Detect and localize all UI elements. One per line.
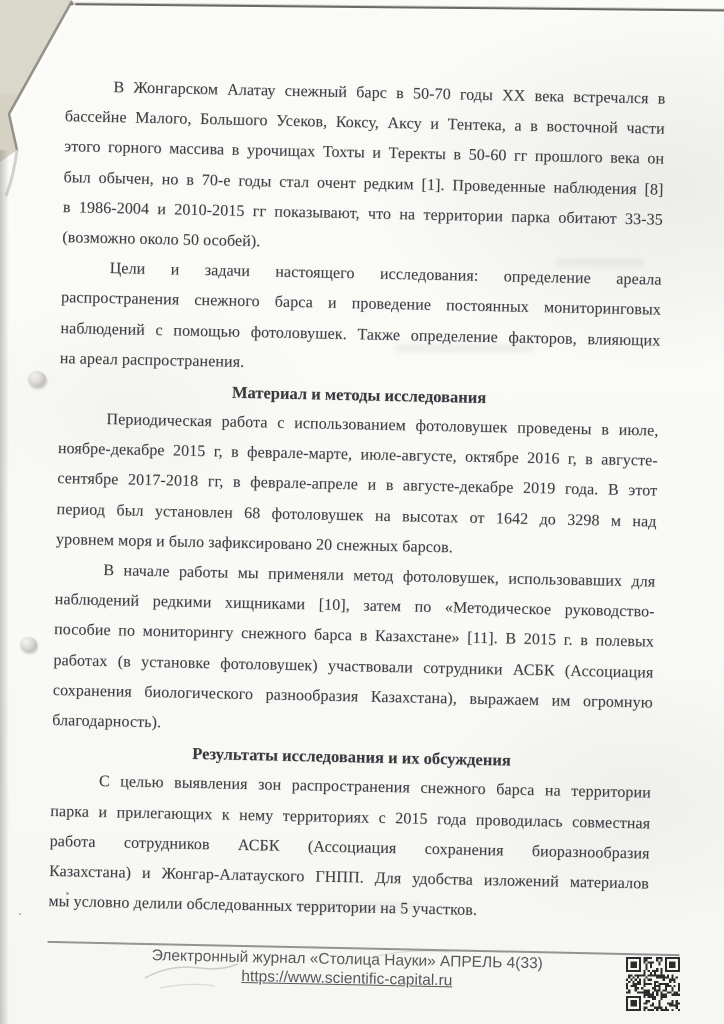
text-line: уровнем моря и было зафиксировано 20 снежных барсов. xyxy=(55,530,454,557)
text-line: Цели и задачи настоящего исследования: определение ареала xyxy=(109,260,662,289)
paragraph xyxy=(59,253,661,386)
text-line: ноябре-декабре 2015 г, в феврале-марте, июле-августе, октябре 2016 г, в августе- xyxy=(57,440,658,470)
page-footer xyxy=(47,941,648,995)
text-line: бассейне Малого, Большого Усеков, Коксу, Аксу и Тентека, а в восточной части xyxy=(64,108,665,138)
text-line: пособие по мониторингу снежного барса в Казахстане» [11]. В 2015 г. в полевых xyxy=(53,621,655,651)
text-line: В Жонгарском Алатау снежный барс в 50-70 годы ХХ века встречался в xyxy=(113,79,666,108)
paragraph xyxy=(62,72,666,266)
footer-journal-title: Электронный журнал «Столица Науки» АПРЕЛЬ 4(33) xyxy=(151,947,543,973)
article-text-blocks xyxy=(48,72,666,930)
section-heading: Материал и методы исследования xyxy=(231,382,487,407)
paragraph xyxy=(48,766,651,929)
text-line: этого горного массива в урочищах Тохты и Теректы в 50-60 гг прошлого века он xyxy=(64,138,665,169)
text-line: период был установлен 68 фотоловушек на высотах от 1642 до 3298 м над xyxy=(56,500,657,531)
text-line: на ареал распространения. xyxy=(59,349,245,371)
text-line: сентябре 2017-2018 гг, в феврале-апреле и в августе-декабре 2019 года. В этот xyxy=(57,470,658,501)
text-line: наблюдений с помощью фотоловушек. Также определение факторов, влияющих xyxy=(60,319,661,350)
text-line: (возможно около 50 особей). xyxy=(62,228,261,251)
scan-top-edge-artifact xyxy=(48,3,724,12)
scan-bead-artifact xyxy=(28,371,46,387)
text-line: распространения снежного барса и проведение постоянных мониторинговых xyxy=(60,289,662,319)
footer-url-link[interactable]: https://www.scientific-capital.ru xyxy=(241,968,453,990)
text-line: мы условно делили обследованных территории на 5 участков. xyxy=(48,892,478,919)
article-body xyxy=(47,72,666,995)
text-line: работа сотрудников АСБК (Ассоциация сохранения биоразнообразия xyxy=(49,832,650,863)
text-line: Казахстана) и Жонгар-Алатауского ГНПП. Для удобства изложений материалов xyxy=(48,862,650,893)
section-heading: Результаты исследования и их обсуждения xyxy=(192,744,511,770)
paragraph xyxy=(52,555,656,749)
text-line: С целью выявления зон распространения снежного барса на территории xyxy=(98,773,651,802)
text-line: парка и прилегающих к нему территориях с 2015 года проводилась совместная xyxy=(50,802,651,832)
text-line: был обычен, но в 70-е годы стал очент редким [1]. Проведенные наблюдения [8] xyxy=(63,168,664,199)
paragraph xyxy=(56,404,659,567)
scan-speck-artifact xyxy=(19,913,21,915)
text-line: в 1986-2004 и 2010-2015 гг показывают, что на территории парка обитают 33-35 xyxy=(62,198,664,229)
scan-bead-artifact xyxy=(20,637,37,652)
text-line: работах (в установке фотоловушек) участвовали сотрудники АСБК (Ассоциация xyxy=(53,651,654,682)
qr-code xyxy=(626,957,680,1011)
scan-left-shadow-artifact xyxy=(0,150,9,1024)
text-line: наблюдений редкими хищниками [10], затем по «Методическое руководство- xyxy=(54,591,655,621)
text-line: благодарность). xyxy=(52,711,162,732)
text-line: Периодическая работа с использованием фотоловушек проведены в июле, xyxy=(106,411,659,440)
text-line: сохранения биологического разнообразия Казахстана), выражаем им огромную xyxy=(52,681,653,712)
text-line: В начале работы мы применяли метод фотоловушек, использовавших для xyxy=(103,561,656,591)
